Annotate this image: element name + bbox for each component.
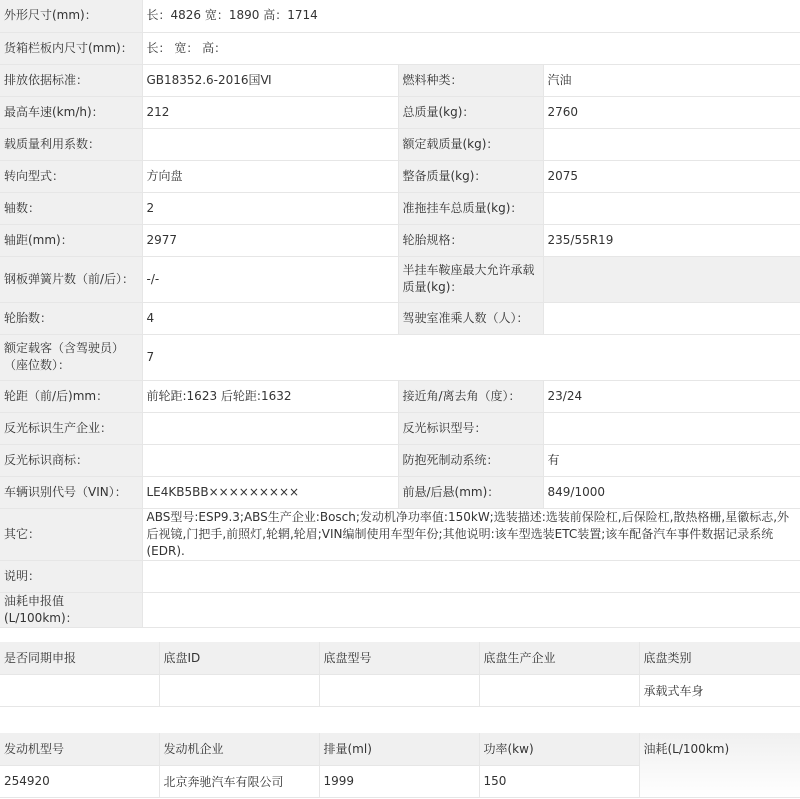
spec-row <box>0 476 800 508</box>
spec-value: ABS型号:ESP9.3;ABS生产企业:Bosch;发动机净功率值:150kW;选装描述:选装前保险杠,后保险杠,散热格栅,星徽标志,外后视镜,门把手,前照灯,轮辋,轮眉;VIN编制使用车型年份;其他说明:该车型选装ETC装置;该车配备汽车事件数据记录系统(EDR). <box>142 508 800 560</box>
table-cell: 承载式车身 <box>639 674 800 706</box>
column-header: 功率(kw) <box>479 733 639 765</box>
spec-value: 2075 <box>543 160 800 192</box>
spec-value <box>142 412 398 444</box>
spec-label: 反光标识生产企业： <box>0 412 142 444</box>
table-cell: 北京奔驰汽车有限公司 <box>159 765 319 797</box>
table-cell: 150 <box>479 765 639 797</box>
spec-label: 油耗申报值(L/100km)： <box>0 592 142 627</box>
spec-label: 说明： <box>0 560 142 592</box>
table-cell: 1999 <box>319 765 479 797</box>
spec-label: 最高车速(km/h)： <box>0 96 142 128</box>
spec-value: 212 <box>142 96 398 128</box>
column-header: 底盘生产企业 <box>479 642 639 674</box>
spec-value <box>543 128 800 160</box>
spec-row <box>0 96 800 128</box>
spec-row <box>0 380 800 412</box>
spec-row-passengers <box>0 334 800 380</box>
spec-label: 半挂车鞍座最大允许承载质量(kg)： <box>398 256 543 302</box>
spec-label: 接近角/离去角（度）： <box>398 380 543 412</box>
spec-row <box>0 128 800 160</box>
spec-label: 轮胎规格： <box>398 224 543 256</box>
spec-label: 反光标识型号： <box>398 412 543 444</box>
spec-label: 车辆识别代号（VIN）： <box>0 476 142 508</box>
spec-label: 轴距(mm)： <box>0 224 142 256</box>
spec-label: 驾驶室准乘人数（人）： <box>398 302 543 334</box>
spec-label: 额定载质量(kg)： <box>398 128 543 160</box>
spec-row <box>0 160 800 192</box>
spec-label: 额定载客（含驾驶员）（座位数）： <box>0 334 142 380</box>
spec-value <box>543 192 800 224</box>
spec-row <box>0 224 800 256</box>
spec-value: 长：4826 宽：1890 高：1714 <box>142 0 800 32</box>
spec-label: 载质量利用系数： <box>0 128 142 160</box>
spec-label: 外形尺寸(mm)： <box>0 0 142 32</box>
spec-row <box>0 444 800 476</box>
spec-row-dimensions <box>0 0 800 32</box>
spec-label: 反光标识商标： <box>0 444 142 476</box>
column-header: 发动机型号 <box>0 733 159 765</box>
spec-value: 前轮距:1623 后轮距:1632 <box>142 380 398 412</box>
spec-value: 849/1000 <box>543 476 800 508</box>
spec-value: 汽油 <box>543 64 800 96</box>
chassis-header-row <box>0 642 800 674</box>
spec-label: 轮胎数： <box>0 302 142 334</box>
spec-value: 2 <box>142 192 398 224</box>
engine-table <box>0 733 800 798</box>
spec-value: 7 <box>142 334 800 380</box>
spec-value <box>142 592 800 627</box>
spec-row-note <box>0 560 800 592</box>
spec-label: 燃料种类： <box>398 64 543 96</box>
spec-row <box>0 302 800 334</box>
column-header: 发动机企业 <box>159 733 319 765</box>
spec-row-fuel <box>0 592 800 627</box>
spec-label: 准拖挂车总质量(kg)： <box>398 192 543 224</box>
spec-value: 235/55R19 <box>543 224 800 256</box>
spec-row <box>0 192 800 224</box>
chassis-table <box>0 642 800 707</box>
spec-label: 其它： <box>0 508 142 560</box>
spec-label: 钢板弹簧片数（前/后）： <box>0 256 142 302</box>
spec-label: 货箱栏板内尺寸(mm)： <box>0 32 142 64</box>
spec-label: 转向型式： <box>0 160 142 192</box>
table-cell <box>319 674 479 706</box>
column-header: 底盘ID <box>159 642 319 674</box>
column-header: 底盘型号 <box>319 642 479 674</box>
table-cell <box>0 674 159 706</box>
spec-value <box>543 302 800 334</box>
column-header: 底盘类别 <box>639 642 800 674</box>
table-row <box>0 674 800 706</box>
spec-value: LE4KB5BB××××××××× <box>142 476 398 508</box>
spec-label: 整备质量(kg)： <box>398 160 543 192</box>
spec-value: 长： 宽： 高： <box>142 32 800 64</box>
column-header: 油耗(L/100km) <box>639 733 800 797</box>
spec-value: GB18352.6-2016国Ⅵ <box>142 64 398 96</box>
engine-header-row <box>0 733 800 765</box>
spec-label: 总质量(kg)： <box>398 96 543 128</box>
spec-value: 4 <box>142 302 398 334</box>
spec-value <box>142 444 398 476</box>
spec-value: 有 <box>543 444 800 476</box>
spec-value: -/- <box>142 256 398 302</box>
spec-row-other <box>0 508 800 560</box>
column-header: 是否同期申报 <box>0 642 159 674</box>
spec-label: 轴数： <box>0 192 142 224</box>
spec-label: 防抱死制动系统： <box>398 444 543 476</box>
spec-row <box>0 412 800 444</box>
table-cell <box>479 674 639 706</box>
spec-row <box>0 64 800 96</box>
table-cell: 254920 <box>0 765 159 797</box>
column-header: 排量(ml) <box>319 733 479 765</box>
spec-row-cargo <box>0 32 800 64</box>
spec-value: 2977 <box>142 224 398 256</box>
spec-value <box>543 412 800 444</box>
spec-label: 轮距（前/后)mm： <box>0 380 142 412</box>
spec-value: 方向盘 <box>142 160 398 192</box>
spec-value: 23/24 <box>543 380 800 412</box>
spec-value <box>543 256 800 302</box>
spec-value: 2760 <box>543 96 800 128</box>
spec-value <box>142 128 398 160</box>
spec-label: 前悬/后悬(mm)： <box>398 476 543 508</box>
spec-label: 排放依据标准： <box>0 64 142 96</box>
spec-row <box>0 256 800 302</box>
table-cell <box>159 674 319 706</box>
spec-value <box>142 560 800 592</box>
